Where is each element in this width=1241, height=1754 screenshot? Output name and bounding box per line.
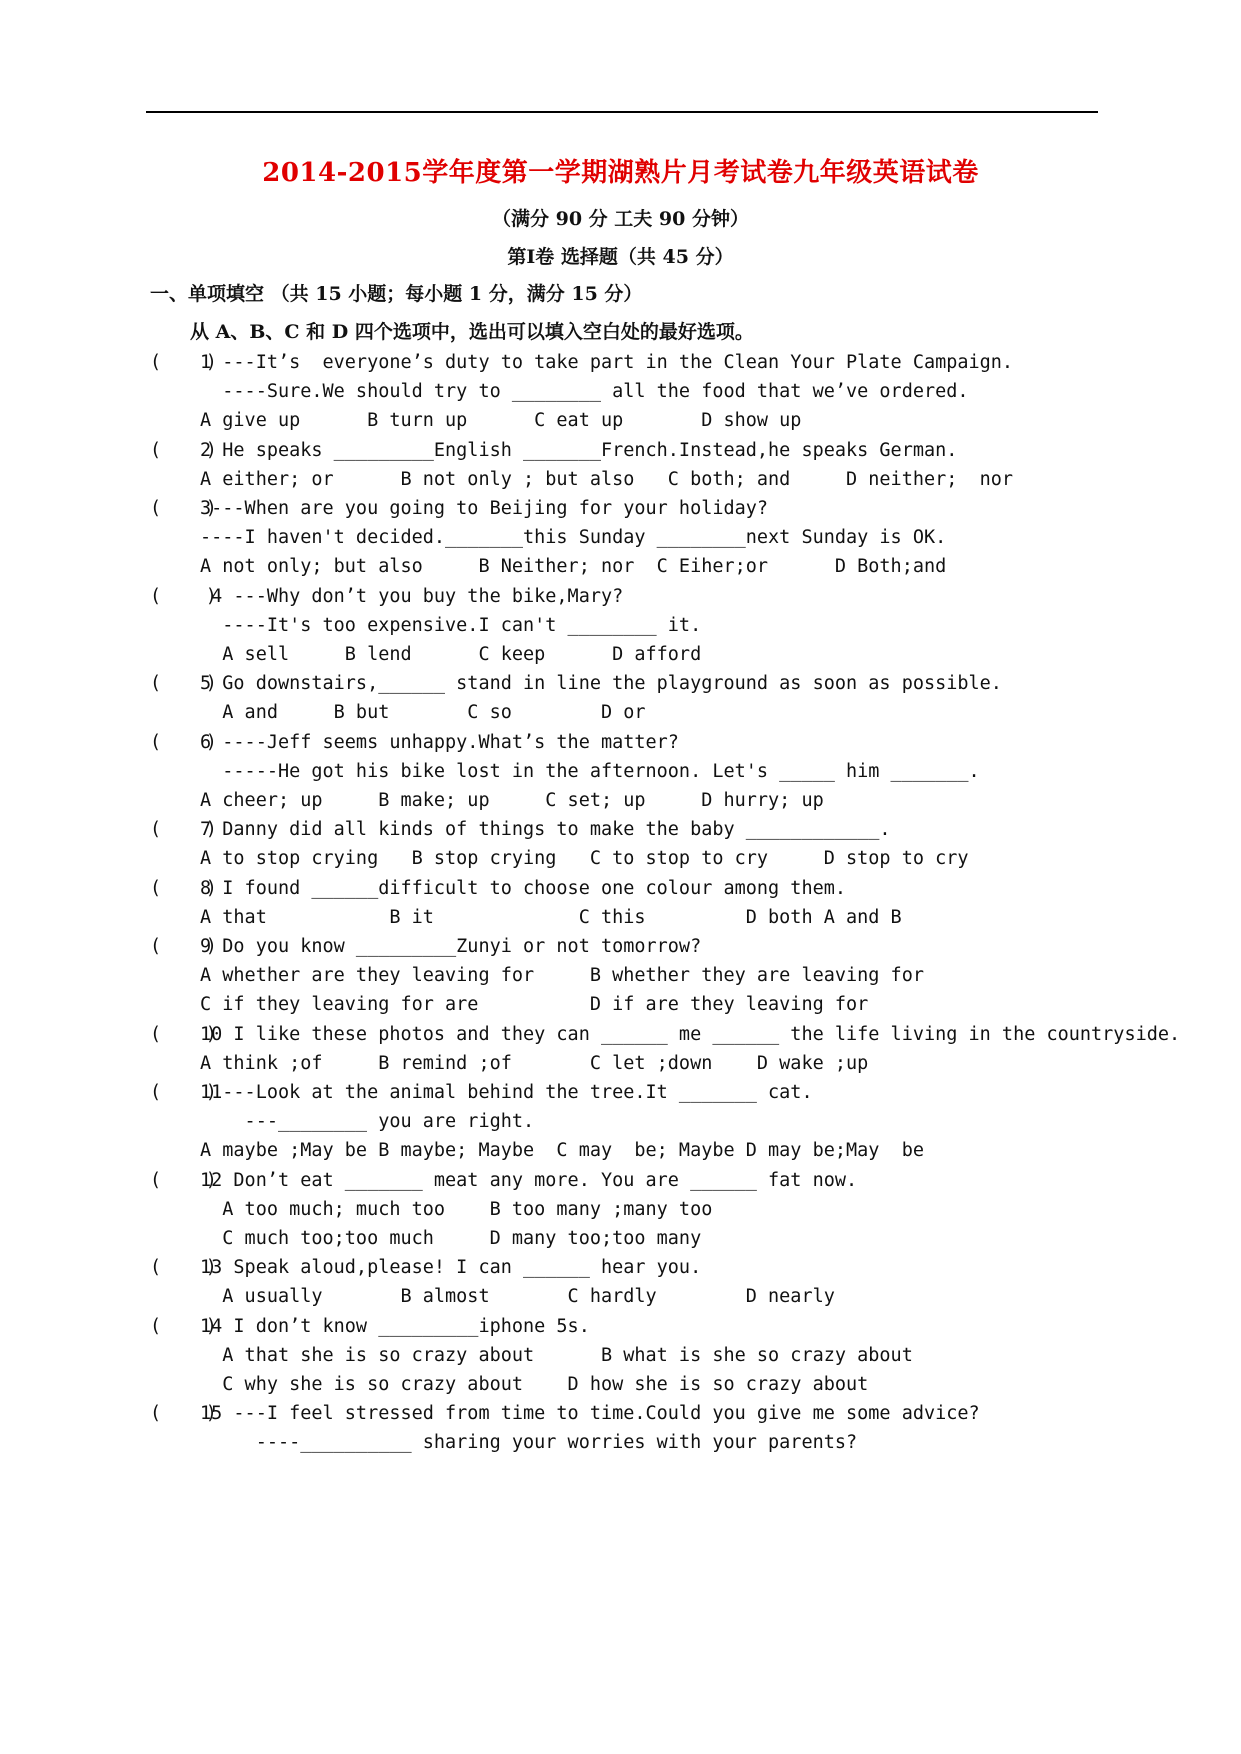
answer-bracket: ( )	[150, 352, 217, 373]
top-rule	[146, 111, 1098, 113]
line-text: ----I haven't decided._______this Sunday ________next Sunday is OK.	[200, 527, 947, 549]
question-subline	[0, 990, 1241, 1020]
line-text: A either; or B not only ; but also C both; and D neither; nor	[200, 468, 1014, 490]
answer-bracket: ( )	[150, 877, 217, 899]
line-text: A too much; much too B too many ;many too	[200, 1198, 713, 1220]
answer-bracket: ( )	[150, 1023, 217, 1045]
line-text: A and B but C so D or	[200, 702, 646, 724]
line-text: 11---Look at the animal behind the tree.It _______ cat.	[200, 1082, 813, 1103]
question-line	[0, 1020, 1241, 1050]
question-line	[0, 874, 1241, 904]
question-subline	[0, 406, 1241, 436]
answer-bracket: ( )	[150, 439, 217, 461]
question-line	[0, 436, 1241, 466]
question-line	[0, 1253, 1241, 1283]
question-subline	[0, 523, 1241, 553]
line-text: ----__________ sharing your worries with your parents?	[200, 1432, 858, 1454]
line-text: A not only; but also B Neither; nor C Eiher;or D Both;and	[200, 556, 947, 578]
answer-bracket: ( )	[150, 731, 217, 753]
answer-bracket: ( )	[150, 936, 217, 957]
question-line	[0, 582, 1241, 612]
answer-bracket: ( )	[150, 498, 217, 519]
question-subline	[0, 1370, 1241, 1400]
page-title: 2014-2015学年度第一学期湖熟片月考试卷九年级英语试卷	[262, 158, 979, 188]
answer-bracket: ( )	[150, 1257, 217, 1279]
question-line	[0, 1312, 1241, 1342]
question-line	[0, 1399, 1241, 1429]
line-text: 5 Go downstairs,______ stand in line the playground as soon as possible.	[200, 673, 1002, 695]
answer-bracket: ( )	[150, 673, 217, 695]
question-subline	[0, 1195, 1241, 1225]
line-text: A to stop crying B stop crying C to stop to cry D stop to cry	[200, 848, 969, 870]
line-text: ----It's too expensive.I can't ________ it.	[200, 614, 702, 636]
line-text: 9 Do you know _________Zunyi or not tomorrow?	[200, 936, 702, 957]
question-subline	[0, 903, 1241, 933]
question-line	[0, 728, 1241, 758]
question-subline	[0, 1136, 1241, 1166]
question-subline	[0, 786, 1241, 816]
line-text: A cheer; up B make; up C set; up D hurry; up	[200, 790, 824, 811]
question-subline	[0, 961, 1241, 991]
question-subline	[0, 611, 1241, 641]
question-subline	[0, 698, 1241, 728]
line-text: A think ;of B remind ;of C let ;down D wake ;up	[200, 1052, 869, 1074]
question-line	[0, 1078, 1241, 1108]
line-text: 13 Speak aloud,please! I can ______ hear you.	[200, 1257, 702, 1279]
line-text: A that B it C this D both A and B	[200, 906, 902, 928]
line-text: 10 I like these photos and they can ______ me ______ the life living in the countryside.	[200, 1023, 1181, 1045]
question-line	[0, 494, 1241, 524]
line-text: ----Sure.We should try to ________ all the food that we’ve ordered.	[200, 381, 969, 403]
line-text: A that she is so crazy about B what is she so crazy about	[200, 1344, 913, 1366]
question-subline	[0, 1224, 1241, 1254]
answer-bracket: ( )	[150, 1169, 217, 1191]
question-subline	[0, 1341, 1241, 1371]
line-text: A maybe ;May be B maybe; Maybe C may be; Maybe D may be;May be	[200, 1140, 924, 1162]
line-text: A sell B lend C keep D afford	[200, 644, 702, 665]
line-text: -----He got his bike lost in the afternoon. Let's _____ him _______.	[200, 760, 980, 782]
question-subline	[0, 1282, 1241, 1312]
question-subline	[0, 844, 1241, 874]
line-text: 4 ---Why don’t you buy the bike,Mary?	[200, 585, 624, 607]
line-text: 14 I don’t know _________iphone 5s.	[200, 1315, 590, 1337]
line-text: C much too;too much D many too;too many	[200, 1228, 702, 1249]
answer-bracket: ( )	[150, 1403, 217, 1425]
question-line	[0, 669, 1241, 699]
question-subline	[0, 1428, 1241, 1458]
question-line	[0, 815, 1241, 845]
question-line	[0, 932, 1241, 962]
line-text: 1 ---It’s everyone’s duty to take part in the Clean Your Plate Campaign.	[200, 352, 1014, 373]
section-heading: 一、单项填空 （共 15 小题；每小题 1 分，满分 15 分）	[150, 283, 643, 305]
line-text: C if they leaving for are D if are they leaving for	[200, 994, 869, 1016]
question-subline	[0, 465, 1241, 495]
volume-heading: 第Ⅰ卷 选择题（共 45 分）	[507, 246, 734, 268]
answer-bracket: ( )	[150, 819, 217, 841]
question-subline	[0, 1049, 1241, 1079]
question-subline	[0, 757, 1241, 787]
question-subline	[0, 640, 1241, 670]
line-text: 12 Don’t eat _______ meat any more. You are ______ fat now.	[200, 1169, 858, 1191]
line-text: C why she is so crazy about D how she is so crazy about	[200, 1374, 869, 1395]
question-subline	[0, 377, 1241, 407]
line-text: 3---When are you going to Beijing for your holiday?	[200, 498, 769, 519]
line-text: 8 I found ______difficult to choose one colour among them.	[200, 877, 847, 899]
line-text: A usually B almost C hardly D nearly	[200, 1286, 835, 1308]
line-text: 2 He speaks _________English _______French.Instead,he speaks German.	[200, 439, 958, 461]
line-text: 6 ----Jeff seems unhappy.What’s the matter?	[200, 731, 679, 753]
line-text: A whether are they leaving for B whether they are leaving for	[200, 965, 924, 987]
answer-bracket: ( )	[150, 585, 217, 607]
question-line	[0, 1166, 1241, 1196]
section-instruction: 从 A、B、C 和 D 四个选项中，选出可以填入空白处的最好选项。	[190, 321, 754, 343]
exam-info: （满分 90 分 工夫 90 分钟）	[492, 208, 749, 230]
question-subline	[0, 1107, 1241, 1137]
question-line	[0, 348, 1241, 378]
answer-bracket: ( )	[150, 1082, 217, 1103]
question-subline	[0, 552, 1241, 582]
line-text: ---________ you are right.	[200, 1111, 535, 1133]
answer-bracket: ( )	[150, 1315, 217, 1337]
line-text: 7 Danny did all kinds of things to make the baby ____________.	[200, 819, 891, 841]
line-text: 15 ---I feel stressed from time to time.Could you give me some advice?	[200, 1403, 980, 1425]
line-text: A give up B turn up C eat up D show up	[200, 410, 802, 432]
